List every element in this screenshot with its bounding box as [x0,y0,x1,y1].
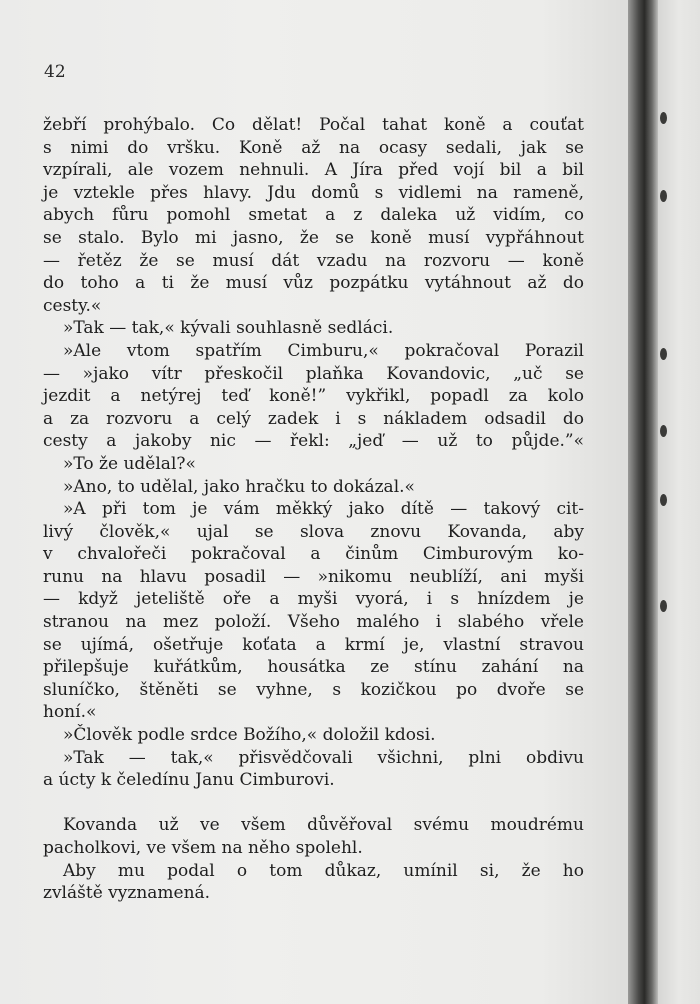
book-spine-gutter [628,0,658,1004]
binding-stitch [660,348,667,360]
text-line: Kovanda už ve všem důvěřoval svému moudrému [63,815,584,836]
text-line: cesty.« [43,295,102,316]
text-line: se ujímá, ošetřuje koťata a krmí je, vlastní stravou [43,634,584,655]
text-line: »Tak — tak,« přisvědčovali všichni, plni obdivu [63,747,584,768]
text-line: stranou na mez položí. Všeho malého i slabého vřele [43,612,584,633]
text-line: a úcty k čeledínu Janu Cimburovi. [43,770,335,791]
paragraph-gap [43,792,584,815]
body-text [43,114,584,905]
text-line: livý člověk,« ujal se slova znovu Kovanda, aby [43,521,584,542]
text-line: vzpírali, ale vozem nehnuli. A Jíra před vojí bil a bil [43,160,584,181]
text-line: pacholkovi, ve všem na něho spolehl. [43,838,363,858]
text-line: »Tak — tak,« kývali souhlasně sedláci. [63,318,394,339]
binding-stitch [660,112,667,124]
text-line: honí.« [43,702,97,723]
binding-stitch [660,190,667,202]
text-line: »Ano, to udělal, jako hračku to dokázal.« [63,476,415,497]
binding-stitch [660,425,667,437]
text-line: žebří prohýbalo. Co dělat! Počal tahat koně a couťat [43,115,584,135]
text-line: je vztekle přes hlavy. Jdu domů s vidlemi na rameně, [43,182,584,203]
text-line: se stalo. Bylo mi jasno, že se koně musí vypřáhnout [43,227,584,248]
text-line: cesty a jakoby nic — řekl: „jeď — už to půjde.”« [43,431,584,452]
text-line: přilepšuje kuřátkům, housátka ze stínu zahání na [43,657,584,678]
text-line: do toho a ti že musí vůz pozpátku vytáhnout až do [43,273,584,294]
page-number: 42 [44,62,66,82]
text-line: — když jeteliště oře a myši vyorá, i s hnízdem je [43,589,584,610]
text-line: a za rozvoru a celý zadek i s nákladem odsadil do [43,408,584,429]
binding-stitch [660,600,667,612]
text-line: — »jako vítr přeskočil plaňka Kovandovic, „uč se [43,363,584,384]
text-line: sluníčko, štěněti se vyhne, s kozičkou po dvoře se [43,679,584,700]
text-line: »To že udělal?« [63,453,196,474]
adjacent-page-edge [658,0,700,1004]
text-line: »Ale vtom spatřím Cimburu,« pokračoval Porazil [63,340,584,361]
text-line: s nimi do vršku. Koně až na ocasy sedali, jak se [43,137,584,158]
binding-stitch [660,494,667,506]
text-line: zvláště vyznamená. [43,883,211,904]
text-line: »Člověk podle srdce Božího,« doložil kdosi. [63,725,436,746]
text-line: »A při tom je vám měkký jako dítě — takový cit- [63,499,584,520]
text-line: — řetěz že se musí dát vzadu na rozvoru — koně [43,250,584,271]
text-line: Aby mu podal o tom důkaz, umínil si, že ho [63,860,584,881]
text-line: abych fůru pomohl smetat a z daleka už vidím, co [43,205,584,226]
text-line: runu na hlavu posadil — »nikomu neublíží, ani myši [43,566,584,587]
text-line: jezdit a netýrej teď koně!” vykřikl, popadl za kolo [43,386,584,407]
text-line: v chvalořeči pokračoval a činům Cimburovým ko- [43,544,584,565]
